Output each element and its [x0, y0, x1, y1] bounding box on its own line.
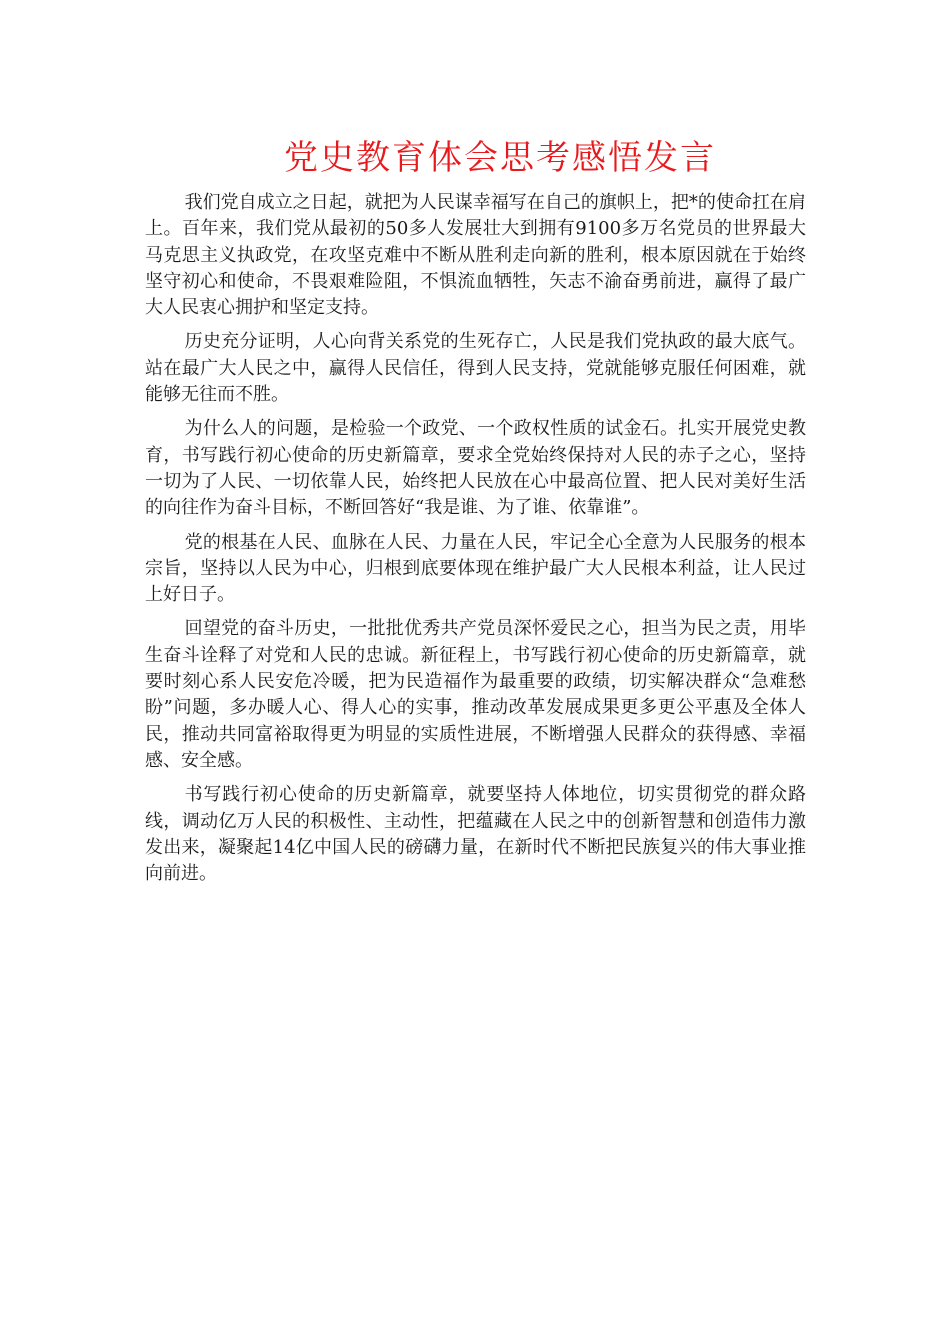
- paragraph-2: 历史充分证明，人心向背关系党的生死存亡，人民是我们党执政的最大底气。站在最广大人民之中，赢得人民信任，得到人民支持，党就能够克服任何困难，就能够无往而不胜。: [145, 331, 806, 406]
- paragraph-4: 党的根基在人民、血脉在人民、力量在人民，牢记全心全意为人民服务的根本宗旨，坚持以人民为中心，归根到底要体现在维护最广大人民根本利益，让人民过上好日子。: [145, 531, 806, 606]
- paragraph-3: 为什么人的问题，是检验一个政党、一个政权性质的试金石。扎实开展党史教育，书写践行初心使命的历史新篇章，要求全党始终保持对人民的赤子之心，坚持一切为了人民、一切依靠人民，始终把人民放在心中最高位置、把人民对美好生活的向往作为奋斗目标，不断回答好“我是谁、为了谁、依靠谁”。: [145, 418, 806, 519]
- paragraph-5: 回望党的奋斗历史，一批批优秀共产党员深怀爱民之心，担当为民之责，用毕生奋斗诠释了对党和人民的忠诚。新征程上，书写践行初心使命的历史新篇章，就要时刻心系人民安危冷暖，把为民造福作为最重要的政绩，切实解决群众“急难愁盼”问题，多办暖人心、得人心的实事，推动改革发展成果更多更公平惠及全体人民，推动共同富裕取得更为明显的实质性进展，不断增强人民群众的获得感、幸福感、安全感。: [145, 618, 806, 771]
- paragraph-6: 书写践行初心使命的历史新篇章，就要坚持人体地位，切实贯彻党的群众路线，调动亿万人民的积极性、主动性，把蕴藏在人民之中的创新智慧和创造伟力激发出来，凝聚起14亿中国人民的磅礴力量，在新时代不断把民族复兴的伟大事业推向前进。: [145, 784, 806, 885]
- document-title: 党史教育体会思考感悟发言: [284, 138, 716, 178]
- document-body: [145, 190, 806, 895]
- paragraph-1: 我们党自成立之日起，就把为人民谋幸福写在自己的旗帜上，把*的使命扛在肩上。百年来，我们党从最初的50多人发展壮大到拥有9100多万名党员的世界最大马克思主义执政党，在攻坚克难中不断从胜利走向新的胜利，根本原因就在于始终坚守初心和使命，不畏艰难险阻，不惧流血牺牲，矢志不渝奋勇前进，赢得了最广大人民衷心拥护和坚定支持。: [145, 192, 806, 319]
